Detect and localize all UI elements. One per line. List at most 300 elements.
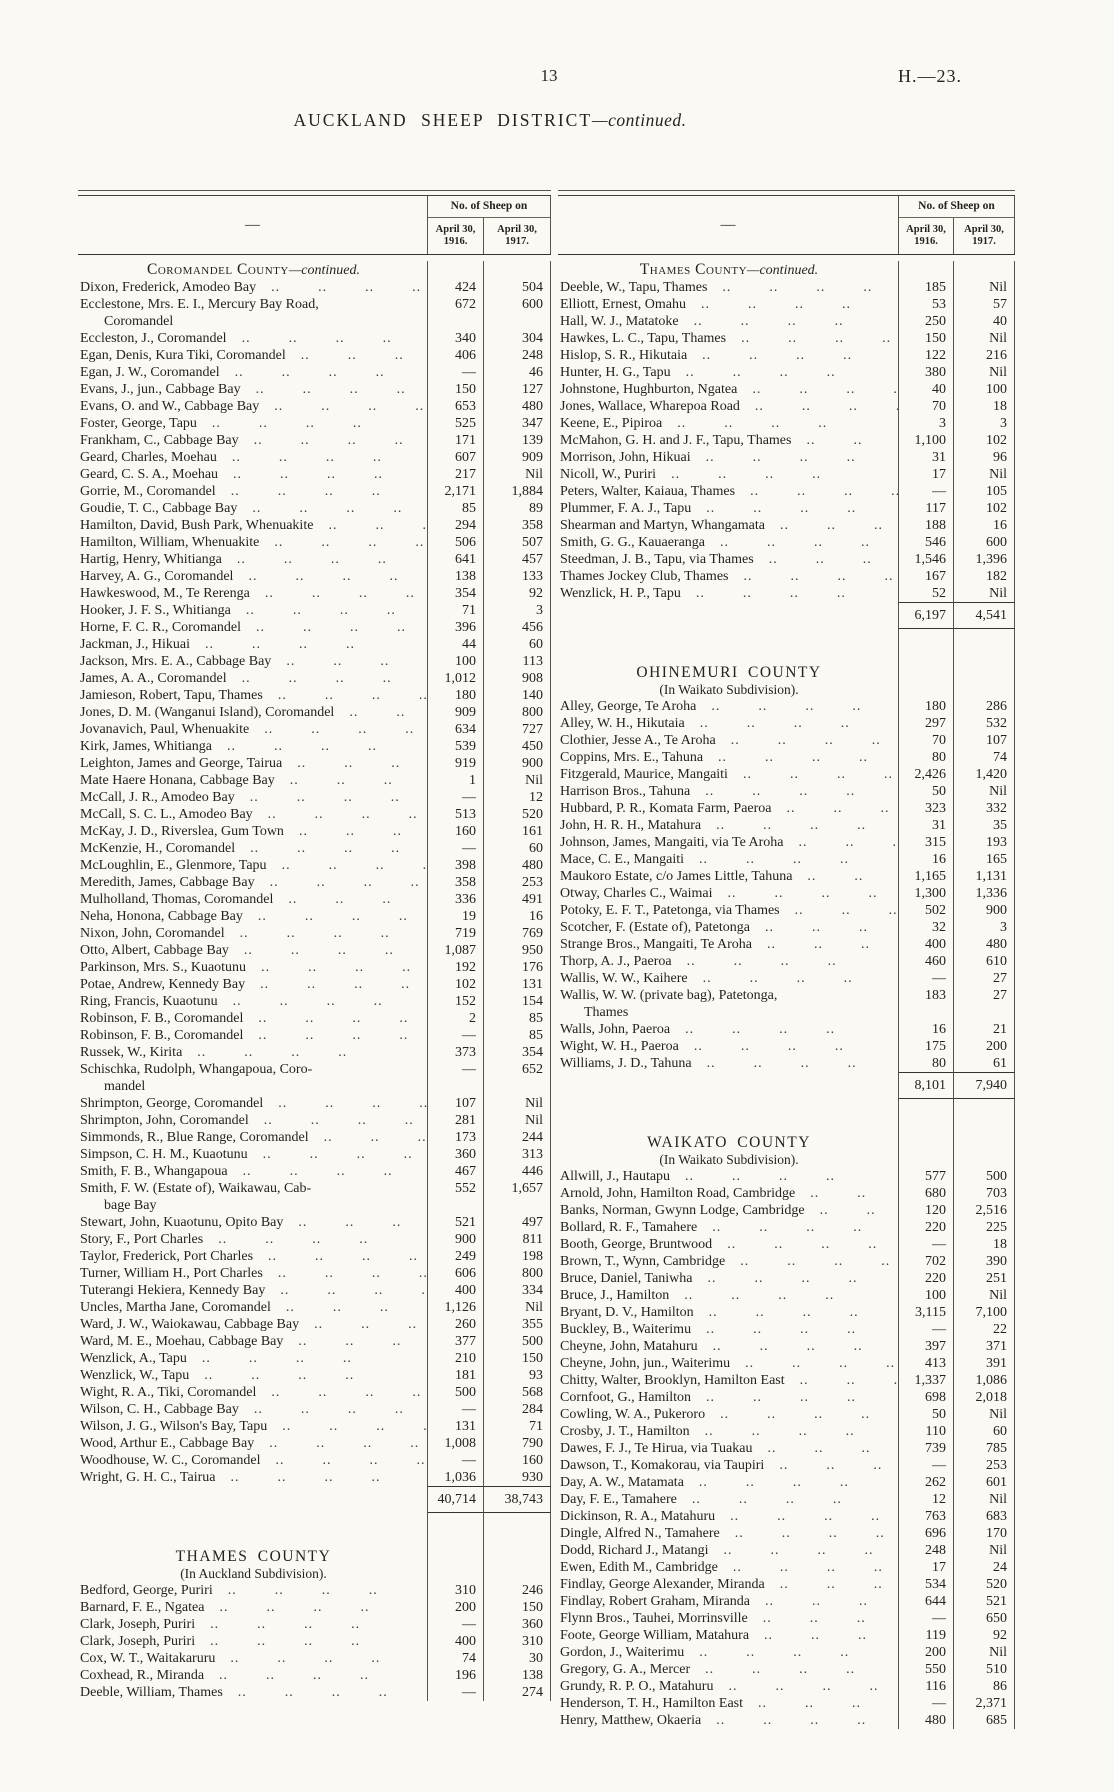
entry-name: Ward, M. E., Moehau, Cabbage Bay	[80, 1334, 284, 1349]
table-row	[558, 1038, 1015, 1055]
dot-leader	[283, 1214, 427, 1231]
entry-name-cell	[558, 1055, 898, 1072]
value-1916: 698	[898, 1389, 953, 1406]
value-1917: 600	[953, 534, 1015, 551]
table-row	[78, 568, 551, 585]
dot-leader	[216, 483, 427, 500]
value-1917: 85	[483, 1010, 551, 1027]
entry-name: Morrison, John, Hikuai	[560, 450, 691, 465]
entry-name: Hall, W. J., Matatoke	[560, 314, 679, 329]
county-heading-name: OHINEMURI COUNTY	[636, 664, 822, 681]
value-1917: 930	[483, 1469, 551, 1486]
value-1916: 294	[427, 517, 483, 534]
value-1917: 1,884	[483, 483, 551, 500]
value-1916: 100	[898, 1287, 953, 1304]
table-row	[78, 1027, 551, 1044]
entry-name: McLoughlin, E., Glenmore, Tapu	[80, 858, 267, 873]
value-1917: Nil	[953, 783, 1015, 800]
value-1916-empty	[898, 646, 953, 663]
value-1917-empty	[953, 261, 1015, 279]
entry-name: Cheyne, John, jun., Waiterimu	[560, 1356, 731, 1371]
value-1916: 138	[427, 568, 483, 585]
entry-name-cell	[558, 953, 898, 970]
value-1916: 406	[427, 347, 483, 364]
table-row	[558, 585, 1015, 602]
table-row	[558, 919, 1015, 936]
entry-name: Cowling, W. A., Pukeroro	[560, 1407, 706, 1422]
table-row	[558, 868, 1015, 885]
entry-name-cell	[558, 500, 898, 517]
entry-name: Johnson, James, Mangaiti, via Te Aroha	[560, 835, 784, 850]
entry-name-cell	[558, 1491, 898, 1508]
total-name-cell	[78, 1486, 427, 1513]
dot-leader	[282, 755, 427, 772]
value-1916: 460	[898, 953, 953, 970]
entry-name: Dodd, Richard J., Matangi	[560, 1543, 709, 1558]
entry-name: Wilson, J. G., Wilson's Bay, Tapu	[80, 1419, 268, 1434]
dot-leader	[705, 534, 898, 551]
table-row	[558, 279, 1015, 296]
entry-name-cell	[558, 1508, 898, 1525]
section-heading-row	[558, 261, 1015, 279]
entry-name-cell	[78, 449, 427, 466]
dot-leader	[693, 1270, 899, 1287]
table-row	[78, 1265, 551, 1282]
value-1917: 30	[483, 1650, 551, 1667]
table-row	[78, 687, 551, 704]
value-1916: 607	[427, 449, 483, 466]
value-1916: 160	[427, 823, 483, 840]
entry-name: Chitty, Walter, Brooklyn, Hamilton East	[560, 1373, 785, 1388]
value-1917: 1,396	[953, 551, 1015, 568]
value-1917: 60	[953, 1423, 1015, 1440]
value-1916: 50	[898, 1406, 953, 1423]
entry-name: Potae, Andrew, Kennedy Bay	[80, 977, 246, 992]
dot-leader	[805, 1202, 898, 1219]
entry-name: Deeble, William, Thames	[80, 1685, 223, 1700]
value-1916: —	[898, 970, 953, 987]
value-1916: —	[427, 1027, 483, 1044]
dot-leader	[684, 1644, 898, 1661]
spacer-row	[558, 1116, 1015, 1133]
dot-leader	[749, 1627, 898, 1644]
value-1917: 170	[953, 1525, 1015, 1542]
entry-name: Gregory, G. A., Mercer	[560, 1662, 691, 1677]
entry-name-cell	[78, 1401, 427, 1418]
entry-name: Smith, G. G., Kauaeranga	[560, 535, 706, 550]
entry-name: Jones, Wallace, Wharepoa Road	[560, 399, 740, 414]
table-row	[558, 1627, 1015, 1644]
value-1916: 577	[898, 1168, 953, 1185]
value-1916: 70	[898, 732, 953, 749]
entry-name-cell	[558, 1021, 898, 1038]
value-1917: 7,100	[953, 1304, 1015, 1321]
value-1917: Nil	[953, 1287, 1015, 1304]
value-1916: 480	[898, 1712, 953, 1729]
entry-name-cell	[558, 483, 898, 500]
value-1917: 138	[483, 1667, 551, 1684]
entry-name: Banks, Norman, Gwynn Lodge, Cambridge	[560, 1203, 805, 1218]
table-row	[558, 817, 1015, 834]
table-row	[558, 1644, 1015, 1661]
value-1916: 634	[427, 721, 483, 738]
spacer-row	[558, 629, 1015, 646]
entry-name-cell	[78, 738, 427, 755]
entry-name-cell	[78, 976, 427, 993]
entry-name: Wenzlick, H. P., Tapu	[560, 586, 681, 601]
dot-leader	[705, 1406, 898, 1423]
value-1917: 3	[953, 415, 1015, 432]
value-1917: 105	[953, 483, 1015, 500]
value-1916: 200	[898, 1644, 953, 1661]
value-1916: 210	[427, 1350, 483, 1367]
entry-name: Jackson, Mrs. E. A., Cabbage Bay	[80, 654, 272, 669]
table-row	[558, 551, 1015, 568]
entry-name-cell	[78, 500, 427, 517]
sheep-count-group-header: No. of Sheep on	[427, 196, 551, 218]
entry-name-cell	[78, 687, 427, 704]
dot-leader	[701, 817, 898, 834]
value-1917: 139	[483, 432, 551, 449]
entry-name: Arnold, John, Hamilton Road, Cambridge	[560, 1186, 796, 1201]
value-1917: 127	[483, 381, 551, 398]
table-row	[558, 1593, 1015, 1610]
value-1916: —	[427, 840, 483, 857]
value-1917: 355	[483, 1316, 551, 1333]
entry-name: Cheyne, John, Matahuru	[560, 1339, 698, 1354]
dot-leader	[694, 1304, 898, 1321]
entry-name: Shearman and Martyn, Whangamata	[560, 518, 766, 533]
table-row	[78, 857, 551, 874]
value-1916: 150	[427, 381, 483, 398]
value-1917: Nil	[953, 364, 1015, 381]
dot-leader	[204, 1599, 427, 1616]
value-1917: 57	[953, 296, 1015, 313]
table-row	[558, 313, 1015, 330]
value-1916-empty	[898, 1099, 953, 1116]
entry-name-cell	[78, 789, 427, 806]
entry-name: Foster, George, Tapu	[80, 416, 197, 431]
dot-leader	[750, 919, 898, 936]
value-1917: 21	[953, 1021, 1015, 1038]
entry-name-cell	[78, 653, 427, 670]
value-1916: 641	[427, 551, 483, 568]
county-heading-row	[558, 663, 1015, 698]
table-row	[78, 1248, 551, 1265]
entry-name-cell	[558, 902, 898, 919]
entry-name-cell	[78, 534, 427, 551]
entry-name-cell	[558, 783, 898, 800]
entry-name: Bruce, J., Hamilton	[560, 1288, 670, 1303]
entry-name-cell	[558, 1270, 898, 1287]
value-1916: 217	[427, 466, 483, 483]
entry-name-cell	[558, 1185, 898, 1202]
entry-name-cell	[78, 381, 427, 398]
value-1917: 89	[483, 500, 551, 517]
dot-leader	[698, 1338, 898, 1355]
value-1916: 506	[427, 534, 483, 551]
value-1916-empty	[427, 1530, 483, 1547]
entry-name: Peters, Walter, Kaiaua, Thames	[560, 484, 736, 499]
value-1916: 606	[427, 1265, 483, 1282]
dot-leader	[259, 398, 427, 415]
value-1916: 354	[427, 585, 483, 602]
value-1916: 116	[898, 1678, 953, 1695]
table-row	[558, 1525, 1015, 1542]
entry-name: Hartig, Henry, Whitianga	[80, 552, 222, 567]
entry-name: Hawkes, L. C., Tapu, Thames	[560, 331, 727, 346]
entry-name: Coxhead, R., Miranda	[80, 1668, 205, 1683]
value-1916: 196	[427, 1667, 483, 1684]
entry-name: Robinson, F. B., Coromandel	[80, 1011, 244, 1026]
value-1916: 680	[898, 1185, 953, 1202]
table-row	[78, 891, 551, 908]
table-row	[558, 953, 1015, 970]
table-row	[558, 885, 1015, 902]
value-1916: 40	[898, 381, 953, 398]
entry-name-cell	[558, 834, 898, 851]
value-1916: 398	[427, 857, 483, 874]
table-row	[558, 1219, 1015, 1236]
entry-name: Barnard, F. E., Ngatea	[80, 1600, 205, 1615]
value-1916: 2,426	[898, 766, 953, 783]
entry-name-cell	[78, 891, 427, 908]
value-1917: 46	[483, 364, 551, 381]
entry-name: Ring, Francis, Kuaotunu	[80, 994, 218, 1009]
name-column-header: —	[720, 216, 736, 233]
entry-name: Dickinson, R. A., Matahuru	[560, 1509, 716, 1524]
value-1917: 200	[953, 1038, 1015, 1055]
value-1916: 323	[898, 800, 953, 817]
entry-name-cell	[558, 1253, 898, 1270]
entry-name: Jackman, J., Hikuai	[80, 637, 191, 652]
table-row	[78, 840, 551, 857]
value-1917: 504	[483, 279, 551, 296]
value-1917: 313	[483, 1146, 551, 1163]
value-1917: 520	[483, 806, 551, 823]
entry-name: Dawes, F. J., Te Hirua, via Tuakau	[560, 1441, 753, 1456]
entry-name: Horne, F. C. R., Coromandel	[80, 620, 242, 635]
column-header-1916: April 30, 1916.	[898, 218, 953, 254]
dot-leader	[253, 806, 427, 823]
entry-name: Brown, T., Wynn, Cambridge	[560, 1254, 726, 1269]
table-row	[78, 1163, 551, 1180]
value-1916: 1,087	[427, 942, 483, 959]
value-1916: 336	[427, 891, 483, 908]
entry-name-cell	[78, 1231, 427, 1248]
entry-name-cell	[78, 1010, 427, 1027]
value-1916: 250	[898, 313, 953, 330]
value-1917: Nil	[953, 1542, 1015, 1559]
entry-name: McKenzie, H., Coromandel	[80, 841, 236, 856]
entry-name: Hubbard, P. R., Komata Farm, Paeroa	[560, 801, 772, 816]
table-row	[558, 987, 1015, 1021]
value-1916: 373	[427, 1044, 483, 1061]
table-row	[78, 330, 551, 347]
entry-name-cell	[78, 1582, 427, 1599]
table-row	[78, 653, 551, 670]
entry-name: Day, F. E., Tamahere	[560, 1492, 677, 1507]
dot-leader	[795, 1185, 898, 1202]
entry-name: Ewen, Edith M., Cambridge	[560, 1560, 718, 1575]
county-heading-subdivision: (In Waikato Subdivision).	[659, 1152, 799, 1167]
value-1916: 44	[427, 636, 483, 653]
table-row	[78, 1616, 551, 1633]
entry-name: Clark, Joseph, Puriri	[80, 1634, 196, 1649]
dot-leader	[222, 551, 427, 568]
entry-name: Foote, George William, Matahura	[560, 1628, 750, 1643]
entry-name: Wallis, W. W., Kaihere	[560, 971, 688, 986]
entry-name: Russek, W., Kirita	[80, 1045, 183, 1060]
dot-leader	[780, 902, 898, 919]
dot-leader	[754, 551, 898, 568]
sheep-count-group-header: No. of Sheep on	[898, 196, 1015, 218]
value-1917-empty	[483, 1530, 551, 1547]
value-1916: —	[898, 1695, 953, 1712]
dot-leader	[237, 500, 427, 517]
entry-name-cell	[78, 1333, 427, 1350]
dot-leader	[672, 953, 898, 970]
entry-name-cell	[78, 1095, 427, 1112]
table-row	[558, 970, 1015, 987]
dot-leader	[213, 1582, 427, 1599]
column-header-1917: April 30, 1917.	[953, 218, 1015, 254]
entry-name: Hislop, S. R., Hikutaia	[560, 348, 688, 363]
table-row	[78, 1599, 551, 1616]
entry-name: Clothier, Jesse A., Te Aroha	[560, 733, 716, 748]
table-row	[78, 704, 551, 721]
table-row	[558, 1661, 1015, 1678]
value-1917: 480	[483, 857, 551, 874]
value-1917: 450	[483, 738, 551, 755]
dot-leader	[195, 1616, 427, 1633]
total-1916: 6,197	[898, 602, 953, 629]
value-1916-empty	[898, 1116, 953, 1133]
table-row	[558, 415, 1015, 432]
entry-name: Findlay, Robert Graham, Miranda	[560, 1594, 750, 1609]
dot-leader	[249, 1112, 427, 1129]
entry-name-cell	[558, 1593, 898, 1610]
value-1916: 413	[898, 1355, 953, 1372]
value-1916-empty	[427, 1513, 483, 1530]
entry-name: Jamieson, Robert, Tapu, Thames	[80, 688, 263, 703]
value-1916: 1,008	[427, 1435, 483, 1452]
value-1916: 110	[898, 1423, 953, 1440]
value-1917: 2,516	[953, 1202, 1015, 1219]
value-1917: 391	[953, 1355, 1015, 1372]
entry-name: Woodhouse, W. C., Coromandel	[80, 1453, 261, 1468]
value-1916: 17	[898, 466, 953, 483]
section-heading	[558, 261, 898, 279]
value-1917: 286	[953, 698, 1015, 715]
dot-leader	[235, 840, 427, 857]
value-1917: 2,371	[953, 1695, 1015, 1712]
entry-name: Gorrie, M., Coromandel	[80, 484, 216, 499]
entry-name: Alley, George, Te Aroha	[560, 699, 697, 714]
entry-name-cell	[78, 806, 427, 823]
entry-name: Shrimpton, George, Coromandel	[80, 1096, 264, 1111]
table-row	[78, 1667, 551, 1684]
value-1917: Nil	[953, 1644, 1015, 1661]
table-body	[558, 255, 1015, 1729]
entry-name: Buckley, B., Waiterimu	[560, 1322, 692, 1337]
entry-name-cell	[78, 993, 427, 1010]
entry-name: Evans, O. and W., Cabbage Bay	[80, 399, 260, 414]
entry-name-cell	[558, 1389, 898, 1406]
dot-leader	[267, 1418, 427, 1435]
table-row	[78, 755, 551, 772]
entry-name-cell	[558, 885, 898, 902]
entry-name: Cornfoot, G., Hamilton	[560, 1390, 692, 1405]
table-row	[78, 1469, 551, 1486]
dot-leader	[195, 1633, 427, 1650]
entry-name: Geard, Charles, Moehau	[80, 450, 217, 465]
value-1916: —	[898, 1457, 953, 1474]
value-1916: 397	[898, 1338, 953, 1355]
value-1916: 1,012	[427, 670, 483, 687]
entry-name-cell	[558, 398, 898, 415]
value-1916: —	[427, 364, 483, 381]
value-1917: Nil	[483, 1112, 551, 1129]
entry-name: Wenzlick, A., Tapu	[80, 1351, 187, 1366]
value-1916: 358	[427, 874, 483, 891]
value-1917: 1,657	[483, 1180, 551, 1214]
table-row	[78, 1582, 551, 1599]
dot-leader	[256, 279, 427, 296]
entry-name-cell	[558, 415, 898, 432]
entry-name-cell	[558, 1406, 898, 1423]
total-1917: 7,940	[953, 1072, 1015, 1099]
entry-name-cell	[78, 364, 427, 381]
entry-name: Wood, Arthur E., Cabbage Bay	[80, 1436, 255, 1451]
entry-name-cell	[558, 749, 898, 766]
table-row	[78, 823, 551, 840]
entry-name: Nixon, John, Coromandel	[80, 926, 225, 941]
value-1917: 274	[483, 1684, 551, 1701]
table-row	[78, 296, 551, 330]
entry-name: Wallis, W. W. (private bag), Patetonga,	[560, 988, 778, 1003]
value-1917: 284	[483, 1401, 551, 1418]
entry-name: Evans, J., jun., Cabbage Bay	[80, 382, 241, 397]
value-1916-empty	[427, 1547, 483, 1582]
value-1916: 424	[427, 279, 483, 296]
value-1917: 244	[483, 1129, 551, 1146]
entry-name: McCall, J. R., Amodeo Bay	[80, 790, 235, 805]
table-row	[558, 330, 1015, 347]
spacer-name-cell	[78, 1530, 427, 1547]
entry-name-wrap: Coromandel	[104, 314, 174, 329]
dot-leader	[233, 568, 427, 585]
value-1917: 100	[953, 381, 1015, 398]
value-1916: 281	[427, 1112, 483, 1129]
dot-leader	[203, 1231, 427, 1248]
entry-name-cell	[558, 1576, 898, 1593]
table-row	[78, 1231, 551, 1248]
value-1916: 310	[427, 1582, 483, 1599]
dot-leader	[725, 1253, 898, 1270]
table-row	[558, 1253, 1015, 1270]
value-1917: Nil	[953, 279, 1015, 296]
table-row	[558, 1185, 1015, 1202]
dot-leader	[750, 1593, 898, 1610]
name-column-header: —	[245, 216, 260, 233]
value-1916: —	[427, 1452, 483, 1469]
value-1917: 900	[483, 755, 551, 772]
entry-name-cell	[78, 517, 427, 534]
dot-leader	[743, 1695, 898, 1712]
dot-leader	[241, 381, 427, 398]
dot-leader	[204, 1667, 427, 1684]
